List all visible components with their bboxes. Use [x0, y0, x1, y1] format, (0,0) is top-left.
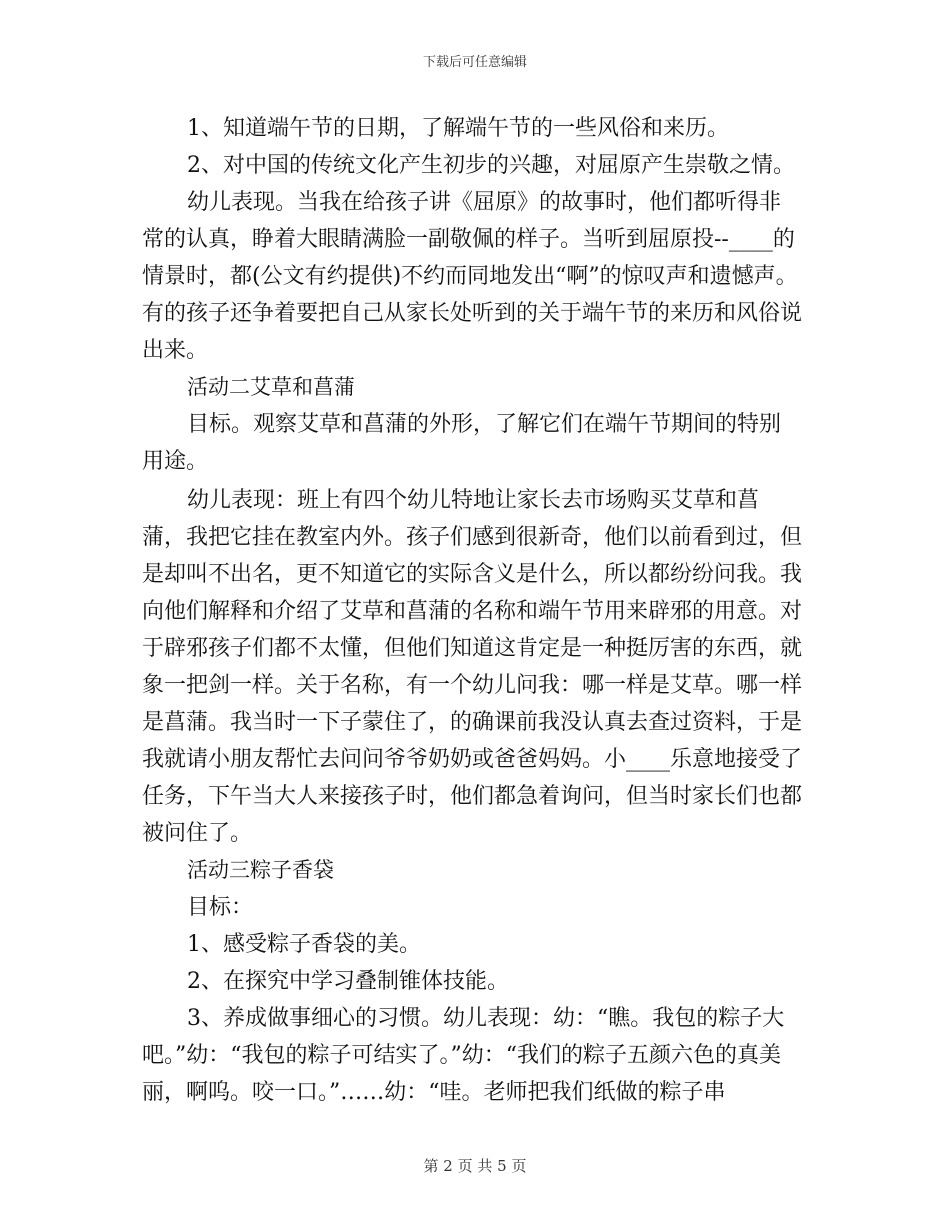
paragraph-goal-activity-2: 目标。观察艾草和菖蒲的外形，了解它们在端午节期间的特别用途。 [142, 412, 782, 474]
paragraph-goal-2: 2、对中国的传统文化产生初步的兴趣，对屈原产生崇敬之情。 [187, 153, 795, 178]
paragraph-goal-1: 1、知道端午节的日期，了解端午节的一些风俗和来历。 [187, 116, 729, 141]
document-body [142, 110, 802, 1111]
page-header: 下载后可任意编辑 [422, 55, 527, 70]
paragraph-goal-3-1: 1、感受粽子香袋的美。 [187, 932, 421, 957]
paragraph-performance-2: 幼儿表现：班上有四个幼儿特地让家长去市场购买艾草和菖蒲，我把它挂在教室内外。孩子们感到很新奇，他们以前看到过，但是却叫不出名，更不知道它的实际含义是什么，所以都纷纷问我。我向他们解释和介绍了艾草和菖蒲的名称和端午节用来辟邪的用意。对于辟邪孩子们都不太懂，但他们知道这肯定是一种挺厉害的东西，就象一把剑一样。关于名称，有一个幼儿问我：哪一样是艾草。哪一样是菖蒲。我当时一下子蒙住了，的确课前我没认真去查过资料，于是我就请小朋友帮忙去问问爷爷奶奶或爸爸妈妈。小____乐意地接受了任务，下午当大人来接孩子时，他们都急着询问，但当时家长们也都被问住了。 [142, 488, 803, 846]
section-heading-activity-3: 活动三粽子香袋 [187, 858, 334, 882]
page-footer: 第 2 页 共 5 页 [423, 1157, 527, 1175]
paragraph-goal-3-2: 2、在探究中学习叠制锥体技能。 [187, 969, 509, 994]
paragraph-goal-3-3: 3、养成做事细心的习惯。幼儿表现：幼：“瞧。我包的粽子大吧。”幼：“我包的粽子可结实了。”幼：“我们的粽子五颜六色的真美丽，啊呜。咬一口。”……幼：“哇。老师把我们纸做的粽子串 [142, 1006, 785, 1105]
paragraph-goal-label: 目标： [187, 895, 254, 920]
section-heading-activity-2: 活动二艾草和菖蒲 [187, 375, 355, 399]
paragraph-performance-1: 幼儿表现。当我在给孩子讲《屈原》的故事时，他们都听得非常的认真，睁着大眼睛满脸一副敬佩的样子。当听到屈原投--____的情景时，都(公文有约提供)不约而同地发出“啊”的惊叹声和遗憾声。有的孩子还争着要把自己从家长处听到的关于端午节的来历和风俗说出来。 [142, 190, 803, 363]
